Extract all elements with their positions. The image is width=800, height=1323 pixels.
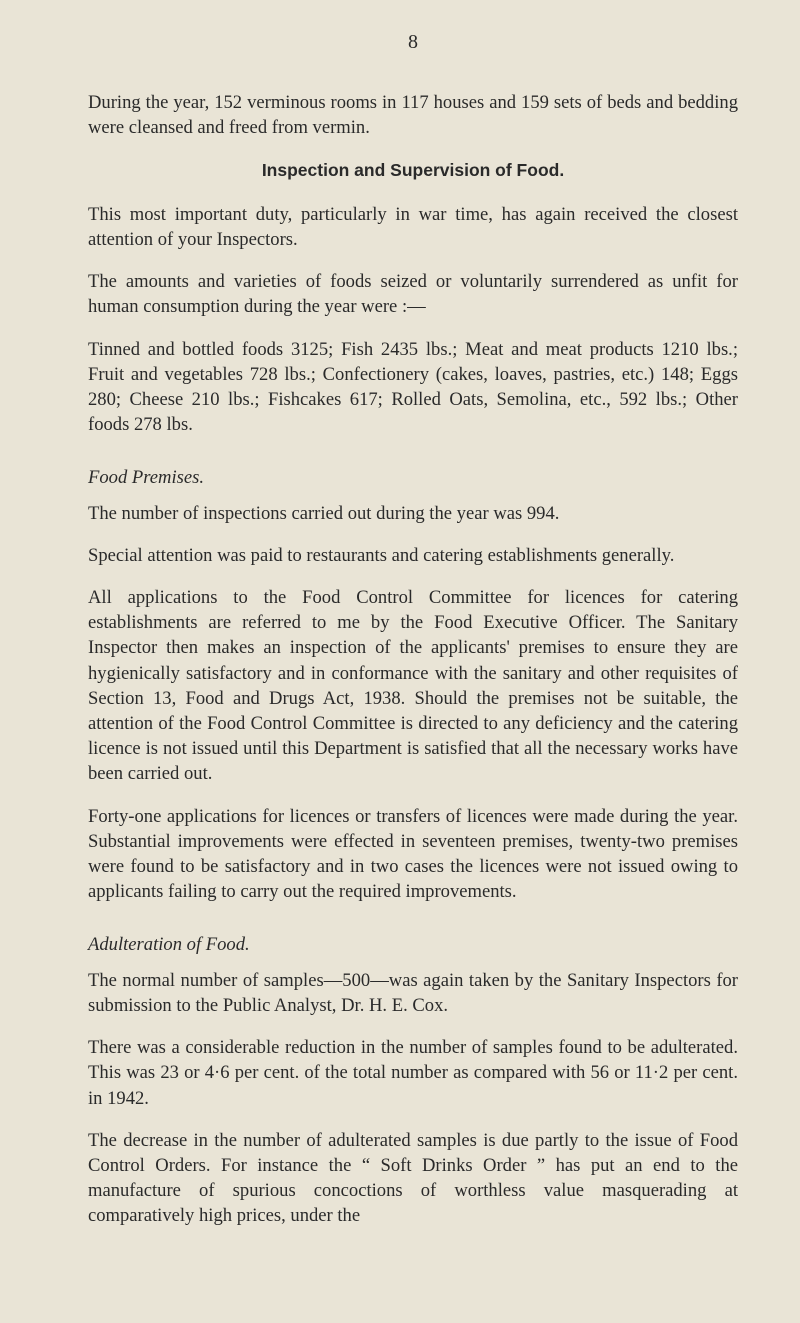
adulteration-paragraph-1: The normal number of samples—500—was again taken by the Sanitary Inspectors for submission to the Public Analyst, Dr. H. E. Cox. xyxy=(88,969,738,1016)
adulteration-paragraph-3: The decrease in the number of adulterated samples is due partly to the issue of Food Control Orders. For instance the “ Soft Drinks Order ” has put an end to the manufacture of spurious concoctions of worthless value masquerading at comparatively high prices, under the xyxy=(88,1129,738,1227)
subheading-adulteration: Adulteration of Food. xyxy=(88,934,250,956)
premises-paragraph-1: The number of inspections carried out during the year was 994. xyxy=(88,502,560,524)
adulteration-paragraph-2: There was a considerable reduction in the number of samples found to be adulterated. This was 23 or 4·6 per cent. of the total number as compared with 56 or 11·2 per cent. in 1942. xyxy=(88,1037,738,1109)
page-number: 8 xyxy=(408,31,418,53)
food-paragraph-3: Tinned and bottled foods 3125; Fish 2435 lbs.; Meat and meat products 1210 lbs.; Fruit and vegetables 728 lbs.; Confectionery (cakes, loaves, pastries, etc.) 148; Eggs 280; Cheese 210 lbs.; Fishcakes 617; Rolled Oats, Semolina, etc., 592 lbs.; Other foods 278 lbs. xyxy=(88,338,738,436)
food-paragraph-1: This most important duty, particularly in war time, has again received the closest attention of your Inspectors. xyxy=(88,203,738,251)
premises-paragraph-2: Special attention was paid to restaurants and catering establishments generally. xyxy=(88,544,675,566)
premises-paragraph-4: Forty-one applications for licences or transfers of licences were made during the year. Substantial improvements were effected in seventeen premises, twenty-two premises were found to be satisfactory and in two cases the licences were not issued owing to applicants failing to carry out the required improvements. xyxy=(88,805,738,903)
food-paragraph-2: The amounts and varieties of foods seized or voluntarily surrendered as unfit for human consumption during the year were :— xyxy=(88,271,738,318)
subheading-food-premises: Food Premises. xyxy=(88,467,205,489)
premises-paragraph-3: All applications to the Food Control Committee for licences for catering establishments are referred to me by the Food Executive Officer. The Sanitary Inspector then makes an inspection of the applicants' premises to ensure they are hygienically satisfactory and in conformance with the sanitary and other requisites of Section 13, Food and Drugs Act, 1938. Should the premises not be suitable, the attention of the Food Control Committee is directed to any deficiency and the catering licence is not issued until this Department is satisfied that all the necessary works have been carried out. xyxy=(88,587,738,785)
section-heading-food-inspection: Inspection and Supervision of Food. xyxy=(261,159,565,180)
document-page xyxy=(88,30,738,1229)
intro-paragraph: During the year, 152 verminous rooms in 117 houses and 159 sets of beds and bedding were cleansed and freed from vermin. xyxy=(88,92,738,139)
